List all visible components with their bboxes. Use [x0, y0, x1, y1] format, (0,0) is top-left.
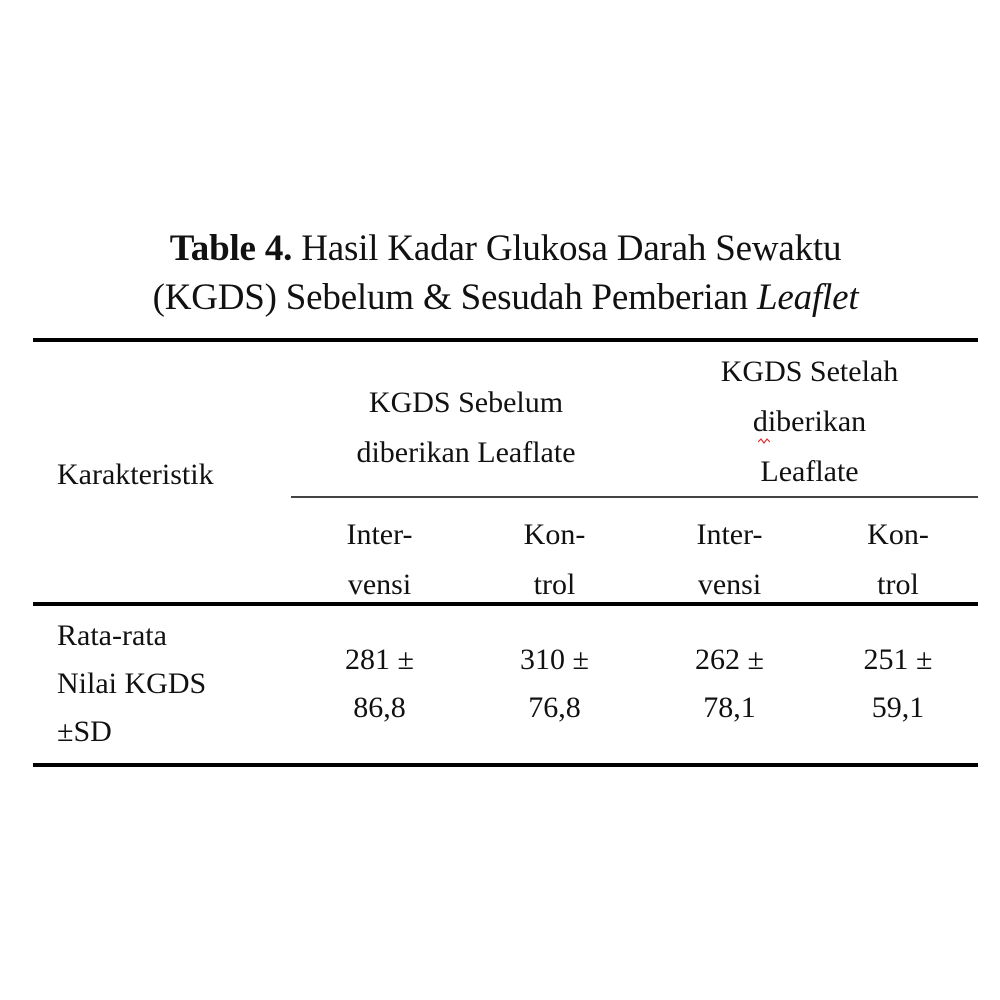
top-rule — [33, 338, 978, 342]
subheader-kontrol-setelah — [818, 510, 978, 610]
caption-line-1 — [33, 224, 978, 273]
group-header-setelah-line2: diberikan — [752, 405, 867, 438]
subheader-kontrol-sebelum — [468, 510, 641, 610]
caption-italic-word: Leaflet — [757, 277, 859, 318]
subheader-line1: Inter- — [346, 518, 413, 551]
cell-mean: 251 ± — [863, 643, 933, 676]
subheader-line2: trol — [877, 568, 919, 601]
subheader-line2: vensi — [697, 568, 762, 601]
caption-text-1: Hasil Kadar Glukosa Darah Sewaktu — [301, 228, 842, 269]
cell-mean: 310 ± — [520, 643, 589, 676]
table-cell-kontrol-sebelum — [468, 636, 641, 732]
row-label-line3: ±SD — [57, 715, 112, 748]
cell-sd: 59,1 — [871, 691, 925, 724]
table-caption — [33, 224, 978, 322]
subheader-line1: Kon- — [867, 518, 929, 551]
caption-label: Table 4. — [169, 228, 293, 269]
row-label-line1: Rata-rata — [57, 619, 167, 652]
table-cell-kontrol-setelah — [818, 636, 978, 732]
bottom-rule — [33, 763, 978, 767]
caption-line-2 — [33, 273, 978, 322]
group-header-setelah — [641, 347, 978, 497]
subheader-line1: Inter- — [696, 518, 763, 551]
row-header-karakteristik — [57, 456, 214, 494]
subheader-intervensi-setelah — [641, 510, 818, 610]
subheader-line2: vensi — [347, 568, 412, 601]
spellcheck-squiggle-icon — [758, 438, 770, 444]
table-cell-intervensi-sebelum — [291, 636, 468, 732]
cell-sd: 76,8 — [528, 691, 581, 724]
group-header-sebelum-line1: KGDS Sebelum — [368, 386, 564, 419]
subheader-intervensi-sebelum — [291, 510, 468, 610]
group-header-sebelum — [291, 378, 641, 478]
cell-mean: 281 ± — [345, 643, 414, 676]
subheader-line2: trol — [533, 568, 576, 601]
group-header-sebelum-line2: diberikan Leaflate — [356, 436, 576, 469]
row-header-label: Karakteristik — [57, 458, 214, 491]
cell-mean: 262 ± — [695, 643, 764, 676]
group-header-setelah-line1: KGDS Setelah — [720, 355, 899, 388]
cell-sd: 78,1 — [703, 691, 756, 724]
row-label — [57, 612, 206, 756]
caption-text-2: (KGDS) Sebelum & Sesudah Pemberian — [152, 277, 748, 318]
subheader-line1: Kon- — [523, 518, 586, 551]
table-cell-intervensi-setelah — [641, 636, 818, 732]
group-header-setelah-line3: Leaflate — [760, 455, 859, 488]
row-label-line2: Nilai KGDS — [57, 667, 207, 700]
cell-sd: 86,8 — [353, 691, 406, 724]
